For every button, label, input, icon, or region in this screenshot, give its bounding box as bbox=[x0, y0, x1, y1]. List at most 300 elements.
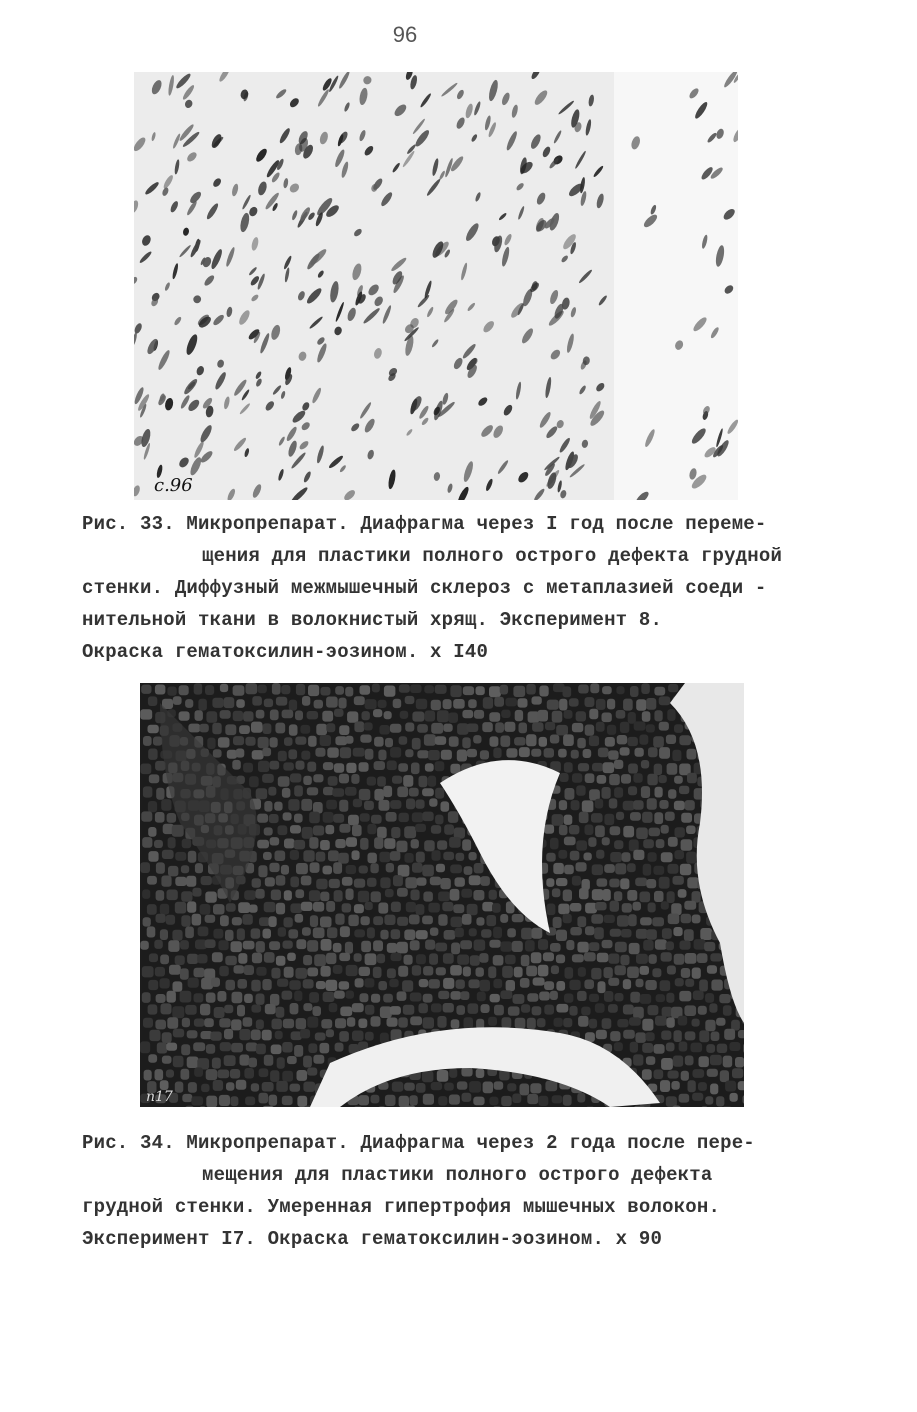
muscle-fibre bbox=[234, 965, 245, 973]
muscle-fibre bbox=[320, 687, 330, 696]
muscle-fibre bbox=[140, 764, 151, 775]
muscle-fibre bbox=[238, 902, 250, 913]
muscle-fibre bbox=[691, 1043, 703, 1053]
muscle-fibre bbox=[620, 747, 630, 755]
muscle-fibre bbox=[579, 888, 589, 899]
muscle-fibre bbox=[277, 979, 288, 987]
muscle-fibre bbox=[653, 866, 664, 875]
muscle-fibre bbox=[374, 761, 385, 770]
muscle-fibre bbox=[387, 943, 397, 953]
muscle-fibre bbox=[577, 738, 586, 748]
muscle-fibre bbox=[282, 710, 294, 719]
muscle-fibre bbox=[469, 852, 477, 860]
muscle-fibre bbox=[263, 852, 272, 860]
muscle-fibre bbox=[723, 1005, 732, 1016]
muscle-fibre bbox=[437, 1016, 446, 1028]
muscle-fibre bbox=[678, 889, 687, 898]
muscle-fibre bbox=[596, 1030, 607, 1039]
muscle-fibre bbox=[506, 980, 515, 991]
muscle-fibre bbox=[674, 776, 683, 784]
muscle-fibre bbox=[495, 722, 504, 732]
muscle-fibre bbox=[373, 916, 383, 925]
muscle-fibre bbox=[630, 992, 640, 1003]
muscle-fibre bbox=[500, 685, 508, 695]
muscle-fibre bbox=[659, 877, 670, 889]
caption-33-line-1: Рис. 33. Микропрепарат. Диафрагма через I год после переме- bbox=[82, 513, 767, 535]
muscle-fibre bbox=[301, 902, 313, 911]
muscle-fibre bbox=[570, 851, 580, 861]
muscle-fibre bbox=[544, 825, 554, 834]
muscle-fibre bbox=[310, 915, 318, 927]
muscle-fibre bbox=[340, 1007, 352, 1017]
muscle-fibre bbox=[365, 699, 377, 709]
muscle-fibre bbox=[730, 1093, 738, 1102]
muscle-fibre bbox=[303, 1082, 315, 1092]
muscle-fibre bbox=[424, 840, 435, 851]
muscle-fibre bbox=[359, 762, 369, 771]
muscle-fibre bbox=[451, 1019, 460, 1029]
muscle-fibre bbox=[654, 812, 663, 824]
muscle-fibre bbox=[359, 866, 368, 874]
muscle-fibre bbox=[283, 812, 292, 820]
muscle-fibre bbox=[204, 1018, 214, 1027]
muscle-fibre bbox=[140, 1041, 150, 1053]
muscle-fibre bbox=[181, 891, 192, 902]
muscle-fibre bbox=[604, 814, 614, 825]
muscle-fibre bbox=[451, 991, 462, 1000]
muscle-fibre bbox=[578, 967, 586, 977]
muscle-fibre bbox=[550, 838, 559, 850]
muscle-fibre bbox=[546, 878, 554, 887]
muscle-fibre bbox=[620, 722, 629, 733]
muscle-fibre bbox=[656, 994, 665, 1002]
muscle-fibre bbox=[692, 915, 701, 924]
muscle-fibre bbox=[205, 892, 217, 903]
muscle-fibre bbox=[410, 993, 422, 1002]
muscle-fibre bbox=[648, 747, 658, 757]
muscle-fibre bbox=[148, 696, 157, 706]
muscle-fibre bbox=[684, 1005, 696, 1016]
muscle-fibre bbox=[307, 968, 318, 977]
muscle-fibre bbox=[476, 686, 485, 695]
muscle-fibre bbox=[323, 866, 333, 875]
muscle-fibre bbox=[239, 1029, 250, 1040]
muscle-fibre bbox=[213, 1080, 223, 1091]
muscle-fibre bbox=[654, 764, 662, 776]
muscle-fibre bbox=[271, 968, 280, 979]
muscle-fibre bbox=[486, 915, 496, 926]
muscle-fibre bbox=[289, 700, 297, 711]
muscle-fibre bbox=[570, 903, 582, 912]
muscle-fibre bbox=[404, 1083, 415, 1091]
muscle-fibre bbox=[259, 1068, 269, 1077]
muscle-fibre bbox=[627, 863, 636, 872]
muscle-fibre bbox=[180, 968, 189, 979]
muscle-fibre bbox=[322, 711, 333, 722]
muscle-fibre bbox=[422, 1071, 433, 1083]
muscle-fibre bbox=[464, 866, 473, 875]
muscle-fibre bbox=[320, 1043, 330, 1054]
muscle-fibre bbox=[270, 710, 279, 721]
muscle-fibre bbox=[592, 763, 603, 772]
muscle-fibre bbox=[156, 994, 166, 1003]
muscle-fibre bbox=[326, 1029, 334, 1037]
muscle-fibre bbox=[249, 1058, 258, 1068]
muscle-fibre bbox=[391, 953, 402, 961]
muscle-fibre bbox=[526, 684, 536, 695]
muscle-fibre bbox=[262, 774, 274, 783]
muscle-fibre bbox=[563, 914, 572, 924]
muscle-fibre bbox=[671, 1081, 679, 1090]
caption-34-line-3: грудной стенки. Умеренная гипертрофия мышечных волокон. bbox=[82, 1196, 721, 1218]
muscle-fibre bbox=[313, 928, 325, 939]
muscle-fibre bbox=[321, 966, 331, 977]
muscle-fibre bbox=[556, 930, 567, 941]
muscle-fibre bbox=[423, 892, 433, 902]
muscle-fibre bbox=[290, 877, 299, 888]
muscle-fibre bbox=[168, 866, 178, 877]
muscle-fibre bbox=[397, 888, 408, 897]
muscle-fibre bbox=[302, 827, 313, 839]
muscle-fibre bbox=[559, 800, 567, 810]
muscle-fibre bbox=[738, 1081, 744, 1090]
muscle-fibre bbox=[493, 955, 504, 965]
muscle-fibre bbox=[532, 696, 542, 704]
muscle-fibre bbox=[502, 966, 513, 978]
muscle-fibre bbox=[140, 941, 149, 950]
muscle-fibre bbox=[595, 902, 607, 910]
muscle-fibre bbox=[287, 953, 296, 961]
muscle-fibre bbox=[211, 978, 220, 987]
muscle-fibre bbox=[539, 686, 548, 697]
page-number: 96 bbox=[392, 22, 418, 47]
muscle-fibre bbox=[617, 1019, 628, 1027]
muscle-fibre bbox=[161, 799, 171, 811]
muscle-fibre bbox=[489, 712, 500, 721]
muscle-fibre bbox=[476, 917, 484, 925]
muscle-fibre bbox=[416, 800, 425, 809]
caption-33-line-4: нительной ткани в волокнистый хрящ. Эксперимент 8. bbox=[82, 609, 663, 631]
muscle-fibre bbox=[182, 1094, 192, 1102]
muscle-fibre bbox=[653, 736, 664, 747]
muscle-fibre bbox=[410, 685, 422, 694]
muscle-fibre bbox=[154, 940, 163, 949]
muscle-fibre bbox=[264, 952, 275, 963]
muscle-fibre bbox=[360, 813, 370, 822]
muscle-fibre bbox=[364, 978, 374, 987]
muscle-fibre bbox=[554, 1018, 563, 1027]
muscle-fibre bbox=[519, 723, 528, 734]
caption-34-line-2: мещения для пластики полного острого дефекта bbox=[202, 1164, 713, 1186]
muscle-fibre bbox=[563, 686, 572, 697]
muscle-fibre bbox=[435, 815, 443, 825]
muscle-fibre bbox=[206, 993, 216, 1003]
muscle-fibre bbox=[288, 929, 298, 938]
muscle-fibre bbox=[140, 862, 150, 873]
muscle-fibre bbox=[270, 837, 280, 845]
muscle-fibre bbox=[438, 991, 449, 999]
muscle-fibre bbox=[334, 763, 344, 773]
muscle-fibre bbox=[674, 801, 685, 810]
muscle-fibre bbox=[526, 734, 536, 746]
muscle-fibre bbox=[596, 850, 604, 859]
muscle-fibre bbox=[629, 1017, 641, 1026]
muscle-fibre bbox=[641, 683, 650, 694]
muscle-fibre bbox=[290, 825, 301, 833]
muscle-fibre bbox=[243, 711, 253, 721]
muscle-fibre bbox=[179, 685, 189, 695]
muscle-fibre bbox=[443, 1003, 454, 1013]
muscle-fibre bbox=[655, 787, 663, 798]
muscle-fibre bbox=[313, 826, 324, 836]
muscle-fibre bbox=[307, 787, 318, 795]
muscle-fibre bbox=[444, 930, 456, 940]
muscle-fibre bbox=[679, 735, 691, 745]
muscle-fibre bbox=[435, 736, 446, 745]
muscle-fibre bbox=[681, 813, 692, 823]
muscle-fibre bbox=[284, 839, 295, 849]
muscle-fibre bbox=[476, 1069, 485, 1079]
muscle-fibre bbox=[675, 827, 685, 837]
muscle-fibre bbox=[533, 978, 545, 986]
muscle-fibre bbox=[595, 799, 603, 809]
muscle-fibre bbox=[288, 799, 299, 811]
muscle-fibre bbox=[564, 815, 573, 825]
muscle-fibre bbox=[282, 1071, 293, 1082]
muscle-fibre bbox=[448, 713, 458, 723]
muscle-fibre bbox=[155, 685, 166, 695]
muscle-fibre bbox=[206, 1096, 217, 1107]
caption-34-line-1: Рис. 34. Микропрепарат. Диафрагма через 2 года после пере- bbox=[82, 1132, 755, 1154]
muscle-fibre bbox=[243, 763, 253, 773]
muscle-fibre bbox=[538, 965, 549, 977]
muscle-fibre bbox=[681, 839, 693, 850]
muscle-fibre bbox=[532, 722, 543, 732]
muscle-fibre bbox=[556, 725, 568, 736]
muscle-fibre bbox=[423, 994, 433, 1003]
muscle-fibre bbox=[391, 929, 401, 939]
muscle-fibre bbox=[668, 864, 679, 874]
muscle-fibre bbox=[143, 1018, 153, 1028]
muscle-fibre bbox=[251, 980, 260, 992]
muscle-fibre bbox=[335, 839, 346, 848]
muscle-fibre bbox=[450, 965, 462, 975]
muscle-fibre bbox=[572, 876, 581, 886]
muscle-fibre bbox=[325, 825, 334, 834]
muscle-fibre bbox=[371, 891, 381, 902]
muscle-fibre bbox=[706, 1044, 715, 1053]
muscle-fibre bbox=[256, 788, 268, 799]
muscle-fibre bbox=[514, 737, 526, 745]
muscle-fibre bbox=[563, 1018, 572, 1027]
muscle-fibre bbox=[608, 750, 618, 759]
muscle-fibre bbox=[620, 955, 629, 966]
muscle-fibre bbox=[258, 761, 269, 772]
muscle-fibre bbox=[462, 710, 473, 718]
muscle-fibre bbox=[384, 711, 392, 719]
muscle-fibre bbox=[658, 775, 666, 783]
muscle-fibre bbox=[269, 916, 277, 927]
muscle-fibre bbox=[316, 852, 326, 862]
muscle-fibre bbox=[258, 865, 267, 877]
muscle-fibre bbox=[423, 966, 433, 975]
muscle-fibre bbox=[473, 1097, 484, 1106]
muscle-fibre bbox=[623, 826, 634, 838]
muscle-fibre bbox=[386, 812, 397, 822]
muscle-fibre bbox=[198, 699, 207, 711]
muscle-fibre bbox=[313, 774, 323, 782]
muscle-fibre bbox=[257, 814, 268, 823]
muscle-fibre bbox=[711, 1032, 720, 1042]
muscle-fibre bbox=[646, 879, 656, 888]
muscle-fibre bbox=[326, 800, 337, 810]
muscle-fibre bbox=[623, 699, 633, 711]
muscle-fibre bbox=[646, 698, 656, 710]
muscle-fibre bbox=[692, 1093, 703, 1101]
muscle-fibre bbox=[684, 929, 694, 941]
muscle-fibre bbox=[602, 1018, 612, 1029]
muscle-fibre bbox=[290, 773, 301, 782]
muscle-fibre bbox=[526, 966, 537, 977]
muscle-fibre bbox=[338, 853, 349, 864]
muscle-fibre bbox=[527, 1018, 536, 1029]
muscle-fibre bbox=[515, 1018, 526, 1029]
muscle-fibre bbox=[346, 865, 357, 874]
muscle-fibre bbox=[398, 966, 408, 977]
muscle-fibre bbox=[263, 723, 272, 734]
muscle-fibre bbox=[537, 1018, 546, 1027]
muscle-fibre bbox=[405, 723, 414, 732]
muscle-fibre bbox=[231, 941, 242, 952]
muscle-fibre bbox=[547, 700, 559, 710]
muscle-fibre bbox=[633, 1054, 643, 1065]
muscle-fibre bbox=[628, 914, 637, 926]
muscle-fibre bbox=[513, 686, 525, 697]
muscle-fibre bbox=[148, 801, 157, 812]
muscle-fibre bbox=[339, 824, 350, 833]
muscle-fibre bbox=[294, 814, 303, 823]
muscle-fibre bbox=[636, 699, 646, 711]
muscle-fibre bbox=[687, 773, 697, 784]
muscle-fibre bbox=[546, 853, 556, 862]
muscle-fibre bbox=[359, 967, 370, 976]
muscle-fibre bbox=[589, 942, 600, 951]
muscle-fibre bbox=[188, 724, 200, 733]
muscle-fibre bbox=[654, 1044, 665, 1054]
muscle-fibre bbox=[340, 926, 350, 937]
muscle-fibre bbox=[449, 837, 461, 848]
muscle-fibre bbox=[219, 1095, 230, 1106]
muscle-fibre bbox=[572, 954, 584, 962]
muscle-fibre bbox=[326, 901, 335, 912]
muscle-fibre bbox=[161, 1003, 172, 1014]
muscle-fibre bbox=[456, 853, 465, 861]
muscle-fibre bbox=[460, 991, 469, 1000]
muscle-fibre bbox=[635, 878, 647, 887]
muscle-fibre bbox=[345, 787, 357, 796]
muscle-fibre bbox=[565, 967, 574, 979]
muscle-fibre bbox=[589, 1019, 597, 1029]
muscle-fibre bbox=[527, 993, 538, 1002]
muscle-fibre bbox=[488, 966, 496, 978]
muscle-fibre bbox=[552, 814, 564, 826]
muscle-fibre bbox=[493, 927, 502, 939]
muscle-fibre bbox=[217, 991, 226, 1002]
muscle-fibre bbox=[591, 914, 603, 924]
muscle-fibre bbox=[212, 723, 221, 735]
muscle-fibre bbox=[547, 904, 556, 916]
muscle-fibre bbox=[544, 1005, 554, 1015]
muscle-fibre bbox=[309, 992, 319, 1003]
muscle-fibre bbox=[282, 1042, 292, 1053]
muscle-fibre bbox=[288, 749, 297, 759]
muscle-fibre bbox=[416, 699, 427, 710]
muscle-fibre bbox=[140, 709, 152, 719]
muscle-fibre bbox=[268, 787, 276, 796]
muscle-fibre bbox=[307, 940, 318, 952]
muscle-fibre bbox=[589, 994, 599, 1002]
muscle-fibre bbox=[707, 1069, 718, 1077]
muscle-fibre bbox=[707, 965, 717, 974]
muscle-fibre bbox=[467, 724, 479, 733]
muscle-fibre bbox=[244, 1068, 254, 1079]
muscle-fibre bbox=[191, 1096, 203, 1105]
muscle-fibre bbox=[565, 788, 575, 800]
muscle-fibre bbox=[539, 992, 550, 1001]
muscle-fibre bbox=[156, 890, 165, 901]
muscle-fibre bbox=[648, 1005, 659, 1015]
muscle-fibre bbox=[576, 840, 587, 850]
muscle-fibre bbox=[198, 927, 209, 937]
muscle-fibre bbox=[339, 1031, 349, 1042]
muscle-fibre bbox=[590, 683, 599, 693]
muscle-fibre bbox=[181, 865, 189, 873]
muscle-fibre bbox=[294, 840, 305, 850]
muscle-fibre bbox=[153, 737, 162, 746]
muscle-fibre bbox=[674, 850, 684, 859]
muscle-fibre bbox=[155, 812, 165, 823]
muscle-fibre bbox=[283, 762, 294, 770]
muscle-fibre bbox=[716, 1096, 724, 1106]
muscle-fibre bbox=[264, 902, 276, 912]
muscle-fibre bbox=[617, 915, 629, 926]
muscle-fibre bbox=[173, 1056, 184, 1068]
muscle-fibre bbox=[252, 750, 264, 759]
muscle-fibre bbox=[544, 981, 554, 990]
muscle-fibre bbox=[351, 774, 359, 784]
muscle-fibre bbox=[532, 1006, 542, 1015]
muscle-fibre bbox=[693, 1069, 705, 1078]
caption-34-line-4: Эксперимент I7. Окраска гематоксилин-эозином. х 90 bbox=[82, 1228, 663, 1250]
muscle-fibre bbox=[476, 967, 484, 976]
muscle-fibre bbox=[346, 889, 354, 901]
muscle-fibre bbox=[380, 877, 390, 888]
muscle-fibre bbox=[435, 788, 444, 799]
muscle-fibre bbox=[397, 942, 408, 954]
muscle-fibre bbox=[602, 837, 610, 845]
muscle-fibre bbox=[604, 991, 613, 1002]
muscle-fibre bbox=[224, 1029, 233, 1039]
muscle-fibre bbox=[431, 700, 441, 711]
muscle-fibre bbox=[358, 891, 369, 903]
muscle-fibre bbox=[609, 774, 620, 785]
muscle-fibre bbox=[308, 1043, 317, 1053]
muscle-fibre bbox=[303, 776, 312, 785]
muscle-fibre bbox=[564, 837, 576, 846]
muscle-fibre bbox=[387, 761, 397, 771]
muscle-fibre bbox=[641, 760, 649, 769]
muscle-fibre bbox=[633, 773, 642, 783]
